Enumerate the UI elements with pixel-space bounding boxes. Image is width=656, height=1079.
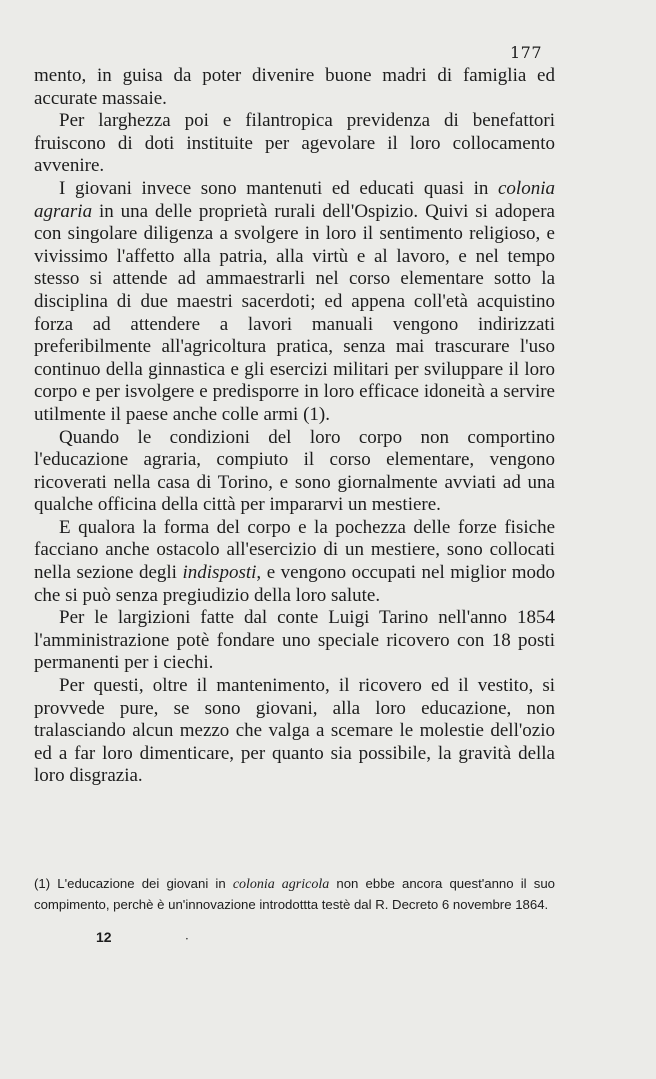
footnote-reference: (1). xyxy=(303,403,330,425)
paragraph-text: E qualora la forma del corpo e la pochezza delle forze fisiche facciano anche ostacolo all'esercizio di un mestiere, sono collocati nella sezione degli xyxy=(34,516,555,584)
paragraph-text: in una delle proprietà rurali dell'Ospizio. Quivi si adopera con singolare diligenza a svolgere in loro il sentimento religioso, e vivissimo l'affetto alla patria, alla virtù e al lavoro, e nel tempo stesso si attende ad ammaestrarli nel corso elementare sotto la disciplina di due maestri sacerdoti; ed appena coll'età acquistino forza ad attendere a lavori manuali vengono indirizzati preferibilmente all'agricoltura pratica, senza mai trascurare l'uso continuo della ginnastica e gli esercizi militari per sviluppare il loro corpo e per isvolgere e predisporre in loro efficace idoneità a servire utilmente il paese anche colle armi xyxy=(34,200,555,425)
paragraph-text: I giovani invece sono mantenuti ed educati quasi in xyxy=(59,177,498,199)
paragraph-agricultural-colony xyxy=(34,178,555,427)
footnote xyxy=(34,874,555,914)
footnote-italic-term: colonia agricola xyxy=(232,877,330,892)
paragraph-indisposed xyxy=(34,517,555,607)
page-number: 177 xyxy=(509,43,542,62)
paragraph-continuation: mento, in guisa da poter divenire buone madri di famiglia ed accurate massaie. xyxy=(34,65,555,109)
italic-term: colonia agraria xyxy=(34,177,555,222)
footnote-text: (1) L'educazione dei giovani in xyxy=(34,876,233,891)
footnote-text: non ebbe ancora quest'anno il suo compimento, perchè è un'innovazione introdottta testè dal R. Decreto 6 novembre 1864. xyxy=(34,876,555,912)
paragraph-text: , e vengono occupati nel miglior modo che si può senza pregiudizio della loro salute. xyxy=(34,562,556,606)
print-speck: · xyxy=(185,932,189,946)
paragraph-blind-care: Per questi, oltre il mantenimento, il ricovero ed il vestito, si provvede pure, se sono giovani, alla loro educazione, non tralasciando alcun mezzo che valga a scemare le molestie dell'ozio ed a far loro dimenticare, per quanto sia possibile, la gravità della loro disgrazia. xyxy=(34,675,555,787)
paragraph-dowries: Per larghezza poi e filantropica previdenza di benefattori fruiscono di doti instituite per agevolare il loro collocamento avvenire. xyxy=(34,110,555,177)
italic-term: indisposti xyxy=(182,562,257,584)
body-text xyxy=(34,65,555,788)
paragraph-turin-house: Quando le condizioni del loro corpo non comportino l'educazione agraria, compiuto il corso elementare, vengono ricoverati nella casa di Torino, e sono giornalmente avviati ad una qualche officina della città per impararvi un mestiere. xyxy=(34,426,555,516)
paragraph-tarino-bequest: Per le largizioni fatte dal conte Luigi Tarino nell'anno 1854 l'amministrazione potè fondare uno speciale ricovero con 18 posti permanenti per i ciechi. xyxy=(34,607,555,674)
signature-mark: 12 xyxy=(96,929,112,945)
